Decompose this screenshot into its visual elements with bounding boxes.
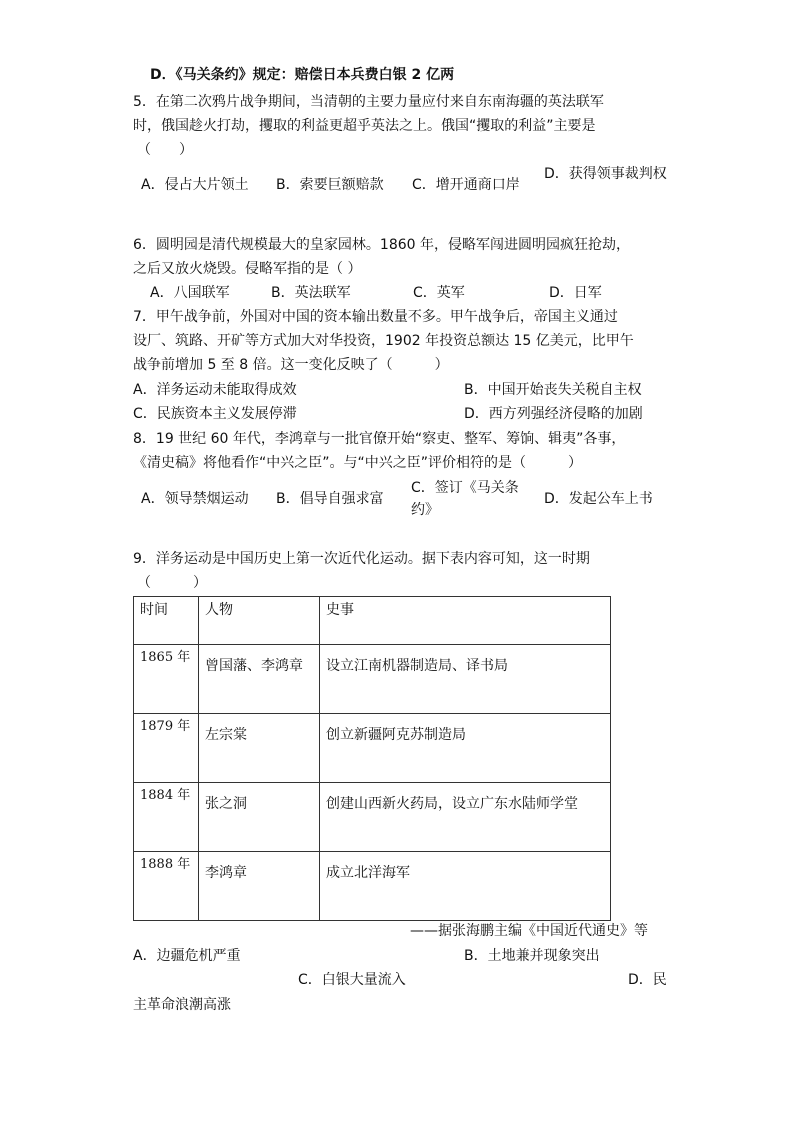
- table-cell-person: 李鸿章: [199, 852, 320, 921]
- q5-option-d[interactable]: D．获得领事裁判权: [544, 166, 667, 182]
- table-header-time: 时间: [134, 597, 199, 645]
- table-cell-year: 1879 年: [134, 714, 199, 783]
- q9-table-source: ——据张海鹏主编《中国近代通史》等: [410, 923, 648, 939]
- q9-option-c[interactable]: C．白银大量流入: [298, 972, 406, 988]
- table-header-person: 人物: [199, 597, 320, 645]
- table-cell-person: 张之洞: [199, 783, 320, 852]
- q4-option-d: D．《马关条约》规定：赔偿日本兵费白银 2 亿两: [150, 67, 455, 83]
- q7-option-b[interactable]: B．中国开始丧失关税自主权: [464, 382, 642, 398]
- table-cell-person: 曾国藩、李鸿章: [199, 645, 320, 714]
- q7-stem-line-2: 设厂、筑路、开矿等方式加大对华投资，1902 年投资总额达 15 亿美元，比甲午: [133, 333, 634, 349]
- q9-option-d-continuation: 主革命浪潮高涨: [133, 997, 231, 1013]
- q5-stem-line-2: 时，俄国趁火打劫，攫取的利益更超乎英法之上。俄国“攫取的利益”主要是: [133, 118, 596, 134]
- q9-option-b[interactable]: B．土地兼并现象突出: [464, 948, 600, 964]
- q8-stem-line-1: 8．19 世纪 60 年代，李鸿章与一批官僚开始“察吏、整军、筹饷、辑夷”各事，: [133, 431, 626, 447]
- q6-option-b[interactable]: B．英法联军: [271, 285, 351, 301]
- q7-option-d[interactable]: D．西方列强经济侵略的加剧: [464, 406, 643, 422]
- table-row: [134, 852, 611, 921]
- q8-option-a[interactable]: A．领导禁烟运动: [141, 491, 249, 507]
- table-cell-year: 1865 年: [134, 645, 199, 714]
- q9-history-table: [133, 596, 611, 921]
- table-cell-person: 左宗棠: [199, 714, 320, 783]
- q7-stem-line-1: 7．甲午战争前，外国对中国的资本输出数量不多。甲午战争后，帝国主义通过: [133, 309, 618, 325]
- q9-option-a[interactable]: A．边疆危机严重: [133, 948, 241, 964]
- table-header-event: 史事: [320, 597, 611, 645]
- q6-option-d[interactable]: D．日军: [549, 285, 602, 301]
- table-cell-year: 1884 年: [134, 783, 199, 852]
- q8-option-b[interactable]: B．倡导自强求富: [276, 491, 384, 507]
- q6-stem-line-2: 之后又放火烧毁。侵略军指的是（ ）: [133, 261, 362, 277]
- q9-stem-line-1: 9．洋务运动是中国历史上第一次近代化运动。据下表内容可知，这一时期: [133, 551, 590, 567]
- q5-option-b[interactable]: B．索要巨额赔款: [276, 177, 384, 193]
- q9-answer-blank: （ ）: [137, 575, 207, 591]
- q6-option-c[interactable]: C．英军: [413, 285, 465, 301]
- q7-option-c[interactable]: C．民族资本主义发展停滞: [133, 406, 297, 422]
- table-row: [134, 783, 611, 852]
- table-cell-event: 成立北洋海军: [320, 852, 611, 921]
- q8-option-d[interactable]: D．发起公车上书: [544, 491, 653, 507]
- q5-stem-line-1: 5．在第二次鸦片战争期间，当清朝的主要力量应付来自东南海疆的英法联军: [133, 94, 604, 110]
- table-header-row: [134, 597, 611, 645]
- q5-option-a[interactable]: A．侵占大片领土: [141, 177, 249, 193]
- q9-option-d[interactable]: D．民: [628, 972, 667, 988]
- q8-stem-line-2: 《清史稿》将他看作“中兴之臣”。与“中兴之臣”评价相符的是（ ）: [133, 455, 583, 471]
- table-cell-event: 创立新疆阿克苏制造局: [320, 714, 611, 783]
- table-row: [134, 714, 611, 783]
- table-cell-event: 创建山西新火药局，设立广东水陆师学堂: [320, 783, 611, 852]
- table-cell-year: 1888 年: [134, 852, 199, 921]
- q7-stem-line-3: 战争前增加 5 至 8 倍。这一变化反映了（ ）: [133, 357, 449, 373]
- q5-answer-blank: （ ）: [137, 142, 193, 158]
- q5-option-c[interactable]: C．增开通商口岸: [412, 177, 520, 193]
- table-row: [134, 645, 611, 714]
- q8-option-c[interactable]: C．签订《马关条约》: [411, 480, 519, 518]
- table-cell-event: 设立江南机器制造局、译书局: [320, 645, 611, 714]
- q6-option-a[interactable]: A．八国联军: [150, 285, 230, 301]
- q7-option-a[interactable]: A．洋务运动未能取得成效: [133, 382, 297, 398]
- q6-stem-line-1: 6．圆明园是清代规模最大的皇家园林。1860 年，侵略军闯进圆明园疯狂抢劫，: [133, 237, 630, 253]
